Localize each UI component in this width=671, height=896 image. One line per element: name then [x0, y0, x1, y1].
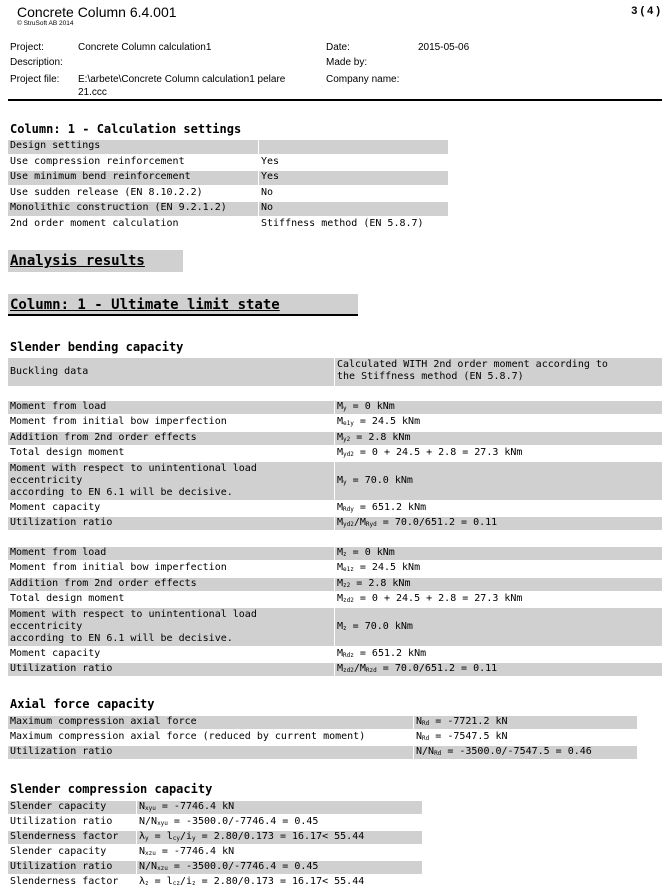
- result-label: Slenderness factor: [8, 831, 136, 844]
- result-label: Utilization ratio: [8, 517, 334, 530]
- result-label: Utilization ratio: [8, 861, 136, 874]
- settings-row: [8, 218, 448, 232]
- result-formula: $M_y = 70.0$ kNm: [335, 462, 662, 500]
- result-label: Moment from initial bow imperfection: [10, 562, 227, 573]
- project-value: Concrete Column calculation1: [78, 42, 212, 53]
- buckling-label: Buckling data: [8, 358, 334, 386]
- result-label: Utilization ratio: [10, 816, 113, 827]
- analysis-results-heading: Analysis results: [8, 250, 183, 272]
- result-label: Moment from load: [8, 401, 334, 414]
- setting-label: Use compression reinforcement: [10, 156, 185, 167]
- result-formula: $M_z = 70.0$ kNm: [335, 608, 662, 646]
- result-row: [8, 801, 422, 814]
- result-formula: $\lambda_y = l_{cy}/i_y = 2.80/0.173 = 16.17< 55.44$: [137, 831, 422, 844]
- buckling-value: [335, 358, 662, 386]
- result-formula: $M_{zd2} = 0 + 24.5 + 2.8 = 27.3$ kNm: [337, 593, 523, 604]
- result-label: Slenderness factor: [10, 876, 119, 887]
- result-row: [8, 731, 637, 744]
- slender-bending-title: Slender bending capacity: [10, 340, 184, 354]
- result-label: Slender capacity: [8, 801, 136, 814]
- result-formula: $N_{Rd} = -7547.5$ kN: [416, 731, 508, 742]
- result-row: [8, 416, 662, 429]
- result-formula: $M_{yd2} = 0 + 24.5 + 2.8 = 27.3$ kNm: [337, 447, 523, 458]
- buckling-data-row: [8, 358, 662, 386]
- result-label: Utilization ratio: [8, 746, 413, 759]
- result-row: [8, 816, 422, 829]
- result-label: Utilization ratio: [8, 663, 334, 676]
- result-formula: $N_{xyu} = -7746.4$ kN: [137, 801, 422, 814]
- result-row: [8, 648, 662, 661]
- page-number: 3 ( 4 ): [631, 5, 660, 17]
- result-label: Moment from initial bow imperfection: [10, 416, 227, 427]
- result-label: Maximum compression axial force: [8, 716, 413, 729]
- setting-value: Stiffness method (EN 5.8.7): [261, 218, 424, 229]
- buckling-value-line: Calculated WITH 2nd order moment according to: [337, 359, 608, 370]
- result-row: [8, 608, 662, 646]
- result-formula: $M_{e1y} = 24.5$ kNm: [337, 416, 421, 427]
- result-formula: $M_{y2} = 2.8$ kNm: [335, 432, 662, 445]
- result-formula: $M_{e1z} = 24.5$ kNm: [337, 562, 421, 573]
- result-row: [8, 716, 637, 729]
- result-row: [8, 432, 662, 445]
- result-row: [8, 562, 662, 575]
- settings-row: [8, 156, 448, 170]
- setting-label: Use minimum bend reinforcement: [8, 171, 258, 185]
- setting-value: [259, 140, 448, 154]
- result-formula: $M_{Rdz} = 651.2$ kNm: [337, 648, 427, 659]
- result-row: [8, 547, 662, 560]
- result-label: Addition from 2nd order effects: [8, 578, 334, 591]
- project-file-value: E:\arbete\Concrete Column calculation1 pelare: [78, 74, 286, 85]
- settings-row: [8, 140, 448, 154]
- result-row: [8, 876, 422, 889]
- result-label: Moment capacity: [10, 648, 101, 659]
- description-label: Description:: [10, 57, 63, 68]
- header-divider: [8, 99, 662, 101]
- setting-value: Yes: [259, 171, 448, 185]
- result-row: [8, 462, 662, 500]
- settings-title: Column: 1 - Calculation settings: [10, 122, 242, 136]
- setting-label: Use sudden release (EN 8.10.2.2): [10, 187, 203, 198]
- result-formula: $M_z = 0$ kNm: [335, 547, 662, 560]
- ultimate-limit-state-heading: Column: 1 - Ultimate limit state: [8, 294, 358, 316]
- result-row: [8, 593, 662, 606]
- result-label: Moment with respect to unintentional load eccentricity according to EN 6.1 will be decisive.: [8, 462, 334, 500]
- buckling-value-line: the Stiffness method (EN 5.8.7): [337, 371, 524, 382]
- app-title: Concrete Column 6.4.001: [17, 4, 177, 20]
- result-row: [8, 517, 662, 530]
- result-label: Moment with respect to unintentional load eccentricity according to EN 6.1 will be decisive.: [8, 608, 334, 646]
- project-label: Project:: [10, 42, 44, 53]
- result-label: Moment capacity: [10, 502, 101, 513]
- result-label: Slender capacity: [10, 846, 107, 857]
- result-label: Total design moment: [10, 593, 125, 604]
- result-row: [8, 861, 422, 874]
- setting-label: Design settings: [8, 140, 258, 154]
- project-file-label: Project file:: [10, 74, 60, 85]
- result-formula: $M_{yd2}/M_{Ryd} = 70.0/651.2 = 0.11$: [335, 517, 662, 530]
- result-row: [8, 846, 422, 859]
- result-row: [8, 663, 662, 676]
- result-formula: $\lambda_z = l_{cz}/i_z = 2.80/0.173 = 16.17< 55.44$: [139, 876, 365, 887]
- result-row: [8, 502, 662, 515]
- result-row: [8, 447, 662, 460]
- result-label: Addition from 2nd order effects: [8, 432, 334, 445]
- setting-label: Monolithic construction (EN 9.2.1.2): [8, 202, 258, 216]
- result-formula: $M_{z2} = 2.8$ kNm: [335, 578, 662, 591]
- project-file-value-cont: 21.ccc: [78, 87, 107, 98]
- result-formula: $M_y = 0$ kNm: [335, 401, 662, 414]
- settings-row: [8, 187, 448, 201]
- company-name-label: Company name:: [326, 74, 400, 85]
- axial-force-title: Axial force capacity: [10, 697, 155, 711]
- result-formula: $N_{xzu} = -7746.4$ kN: [139, 846, 235, 857]
- result-formula: $N/N_{Rd} = -3500.0/-7547.5 = 0.46$: [414, 746, 637, 759]
- settings-row: [8, 171, 448, 185]
- result-label: Moment from load: [8, 547, 334, 560]
- slender-compression-title: Slender compression capacity: [10, 782, 213, 796]
- setting-value: No: [259, 202, 448, 216]
- made-by-label: Made by:: [326, 57, 368, 68]
- setting-value: No: [261, 187, 274, 198]
- date-value: 2015-05-06: [418, 42, 470, 53]
- result-label: Maximum compression axial force (reduced by current moment): [10, 731, 366, 742]
- result-row: [8, 401, 662, 414]
- result-formula: $N_{Rd} = -7721.2$ kN: [414, 716, 637, 729]
- result-row: [8, 831, 422, 844]
- result-formula: $M_{Rdy} = 651.2$ kNm: [337, 502, 427, 513]
- result-row: [8, 578, 662, 591]
- copyright-text: © StruSoft AB 2014: [17, 20, 74, 27]
- settings-row: [8, 202, 448, 216]
- result-formula: $N/N_{xzu} = -3500.0/-7746.4 = 0.45$: [137, 861, 422, 874]
- result-formula: $N/N_{xyu} = -3500.0/-7746.4 = 0.45$: [139, 816, 319, 827]
- setting-label: 2nd order moment calculation: [10, 218, 179, 229]
- result-row: [8, 746, 637, 759]
- result-label: Total design moment: [10, 447, 125, 458]
- date-label: Date:: [326, 42, 350, 53]
- setting-value: Yes: [261, 156, 280, 167]
- result-formula: $M_{zd2}/M_{Rzd} = 70.0/651.2 = 0.11$: [335, 663, 662, 676]
